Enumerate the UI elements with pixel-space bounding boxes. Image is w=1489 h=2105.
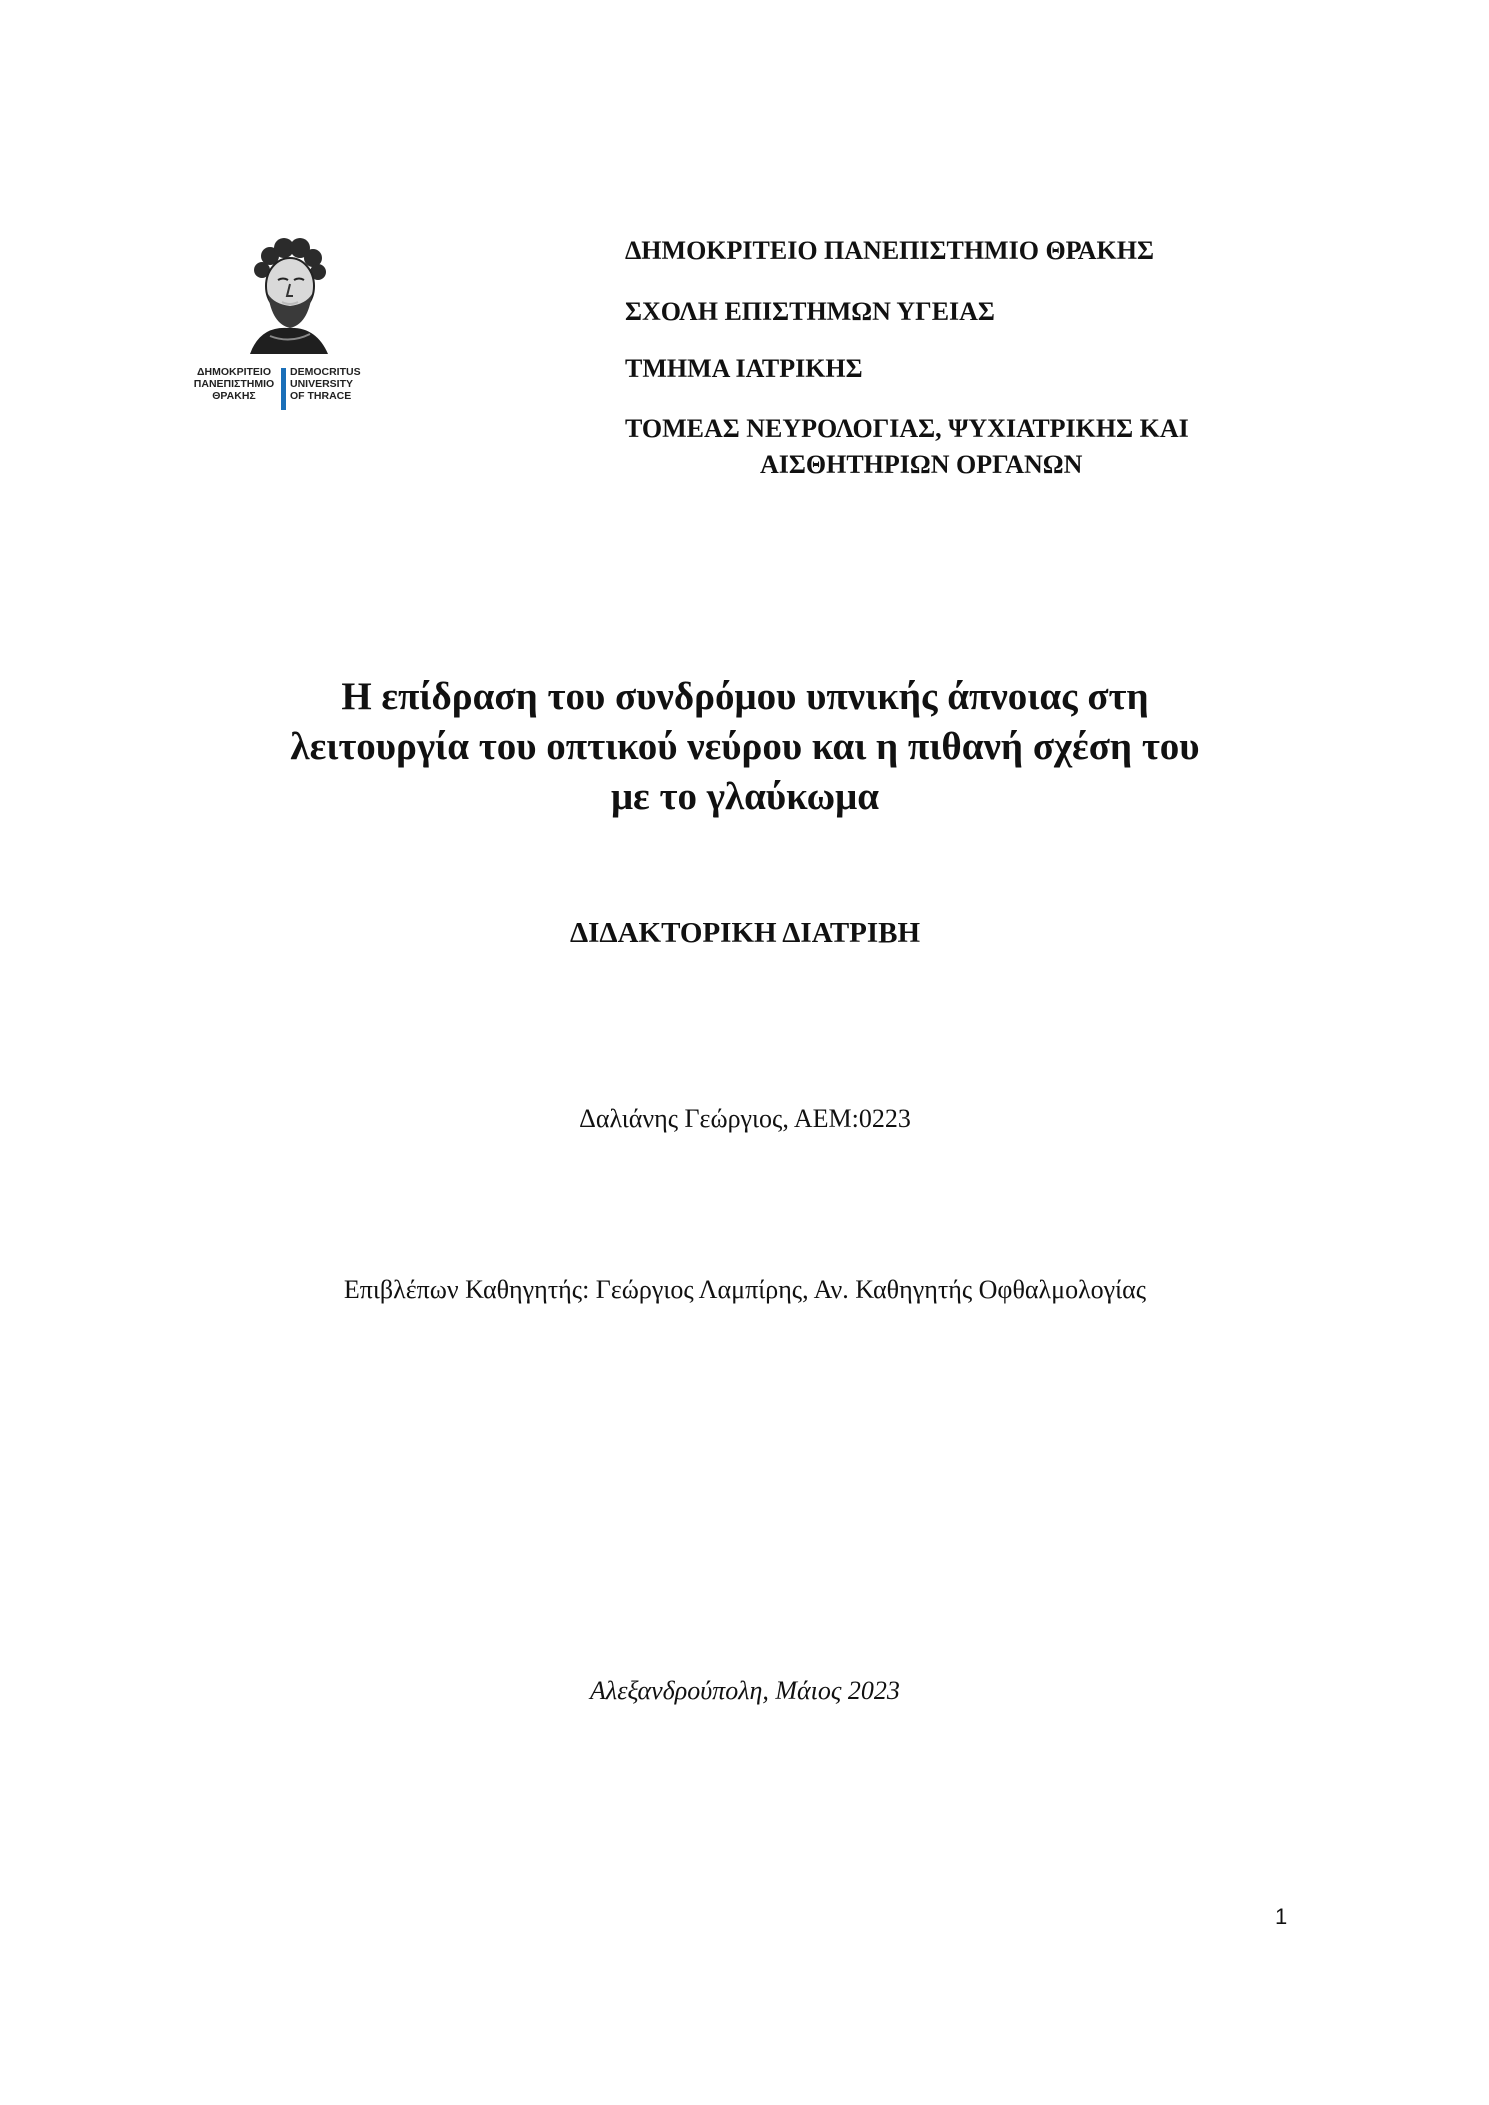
supervisor-line: Επιβλέπων Καθηγητής: Γεώργιος Λαμπίρης, Αν. Καθηγητής Οφθαλμολογίας bbox=[343, 1275, 1147, 1304]
sector-name-line2: ΑΙΣΘΗΤΗΡΙΩΝ ΟΡΓΑΝΩΝ bbox=[760, 450, 1083, 479]
logo-english-name: DEMOCRITUS UNIVERSITY OF THRACE bbox=[290, 366, 361, 402]
logo-greek-name: ΔΗΜΟΚΡΙΤΕΙΟ ΠΑΝΕΠΙΣΤΗΜΙΟ ΘΡΑΚΗΣ bbox=[193, 366, 275, 402]
department-name: ΤΜΗΜΑ ΙΑΤΡΙΚΗΣ bbox=[625, 354, 863, 383]
document-type: ΔΙΔΑΚΤΟΡΙΚΗ ΔΙΑΤΡΙΒΗ bbox=[569, 917, 921, 949]
sector-name-line1: ΤΟΜΕΑΣ ΝΕΥΡΟΛΟΓΙΑΣ, ΨΥΧΙΑΤΡΙΚΗΣ ΚΑΙ bbox=[625, 414, 1189, 443]
university-name: ΔΗΜΟΚΡΙΤΕΙΟ ΠΑΝΕΠΙΣΤΗΜΙΟ ΘΡΑΚΗΣ bbox=[625, 236, 1154, 265]
thesis-title: Η επίδραση του συνδρόμου υπνικής άπνοιας στη λειτουργία του οπτικού νεύρου και η πιθανή σχέση του με το γλαύκωμα bbox=[290, 675, 1200, 818]
logo-divider-bar bbox=[281, 368, 286, 410]
logo-wordmark bbox=[192, 366, 380, 414]
university-logo bbox=[192, 236, 380, 414]
democritus-bust-icon bbox=[240, 236, 336, 356]
school-name: ΣΧΟΛΗ ΕΠΙΣΤΗΜΩΝ ΥΓΕΙΑΣ bbox=[625, 297, 995, 326]
page-number: 1 bbox=[1275, 1904, 1288, 1929]
author-line: Δαλιάνης Γεώργιος, ΑΕΜ:0223 bbox=[579, 1104, 911, 1133]
place-date: Αλεξανδρούπολη, Μάιος 2023 bbox=[590, 1676, 900, 1705]
